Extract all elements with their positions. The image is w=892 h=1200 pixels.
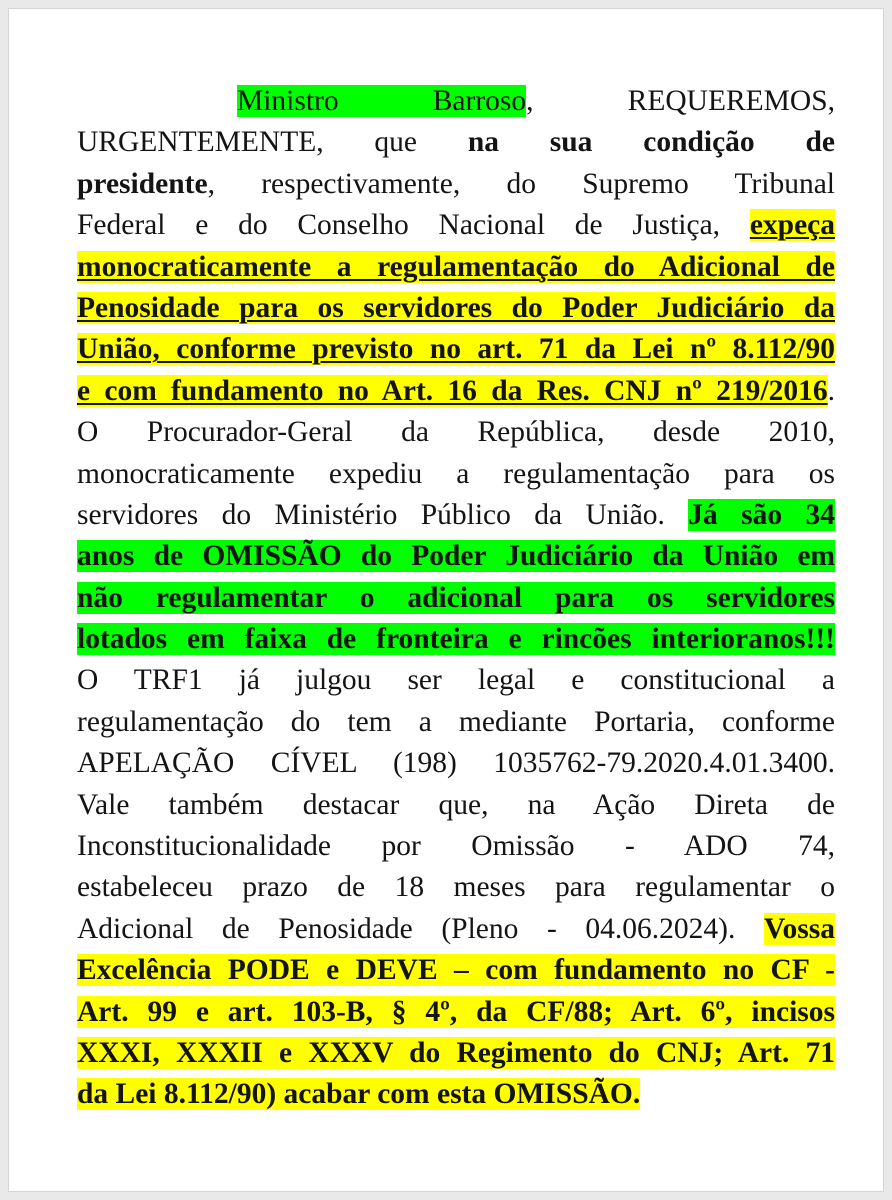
text-line [77,205,835,246]
text-line [77,412,835,453]
text-line [77,619,835,660]
text-segment: Federal e do Conselho Nacional de Justiça, [77,209,750,242]
text-segment: , respectivamente, do Supremo Tribunal [207,167,835,200]
highlighted-text-green: lotados em faixa de fronteira e rincões interioranos!!! [77,623,835,656]
highlighted-text-yellow: monocraticamente a regulamentação do Adicional de [77,250,835,283]
text-segment: estabeleceu prazo de 18 meses para regulamentar o [77,871,835,904]
highlighted-text-yellow: União, conforme previsto no art. 71 da Lei nº 8.112/90 [77,333,835,366]
text-line [77,288,835,329]
highlighted-text-yellow: Penosidade para os servidores do Poder Judiciário da [77,291,835,324]
text-segment: Adicional de Penosidade (Pleno - 04.06.2024). [77,912,764,945]
bold-text: presidente [77,167,208,200]
text-line [77,329,835,370]
text-line [77,164,835,205]
text-line [77,454,835,495]
highlighted-text-green: Já são 34 [688,498,835,531]
text-line [77,702,835,743]
text-line [77,371,835,412]
text-segment: APELAÇÃO CÍVEL (198) 1035762-79.2020.4.01.3400. [77,747,835,780]
highlighted-text-green: anos de OMISSÃO do Poder Judiciário da União em [77,540,835,573]
highlighted-text-green: não regulamentar o adicional para os servidores [77,581,835,614]
highlighted-text-green: Ministro Barroso [237,85,527,117]
text-line [77,81,835,122]
text-line [77,950,835,991]
highlighted-text-yellow: da Lei 8.112/90) acabar com esta OMISSÃO. [77,1078,641,1111]
text-segment: monocraticamente expediu a regulamentação para os [77,457,835,490]
text-line [77,785,835,826]
text-segment: . [827,374,835,407]
text-segment: O TRF1 já julgou ser legal e constitucional a [77,664,835,697]
text-segment: O Procurador-Geral da República, desde 2010, [77,416,835,449]
text-segment: regulamentação do tem a mediante Portaria, conforme [77,705,835,738]
text-segment: URGENTEMENTE, que [77,126,468,159]
text-segment: Vale também destacar que, na Ação Direta de [77,788,835,821]
text-line [77,536,835,577]
text-line [77,122,835,163]
petition-paragraph [77,81,835,1116]
text-line [77,1033,835,1074]
text-line [77,247,835,288]
bold-text: na sua condição de [467,126,835,159]
text-line [77,743,835,784]
text-line [77,867,835,908]
highlighted-text-yellow: Vossa [763,912,835,945]
document-page [8,8,884,1192]
text-line [77,826,835,867]
text-segment: Inconstitucionalidade por Omissão - ADO 74, [77,830,835,863]
text-segment: , REQUEREMOS, [526,85,835,117]
text-line [77,992,835,1033]
text-line [77,660,835,701]
highlighted-text-yellow: expeça [749,209,835,242]
highlighted-text-yellow: e com fundamento no Art. 16 da Res. CNJ nº 219/2016 [77,374,828,407]
highlighted-text-yellow: Excelência PODE e DEVE – com fundamento no CF - [77,954,835,987]
text-line [77,495,835,536]
highlighted-text-yellow: XXXI, XXXII e XXXV do Regimento do CNJ; Art. 71 [77,1036,835,1069]
highlighted-text-yellow: Art. 99 e art. 103-B, § 4º, da CF/88; Art. 6º, incisos [77,995,835,1028]
text-segment: servidores do Ministério Público da União. [77,498,689,531]
text-line [77,578,835,619]
text-line [77,909,835,950]
text-line [77,1074,835,1115]
